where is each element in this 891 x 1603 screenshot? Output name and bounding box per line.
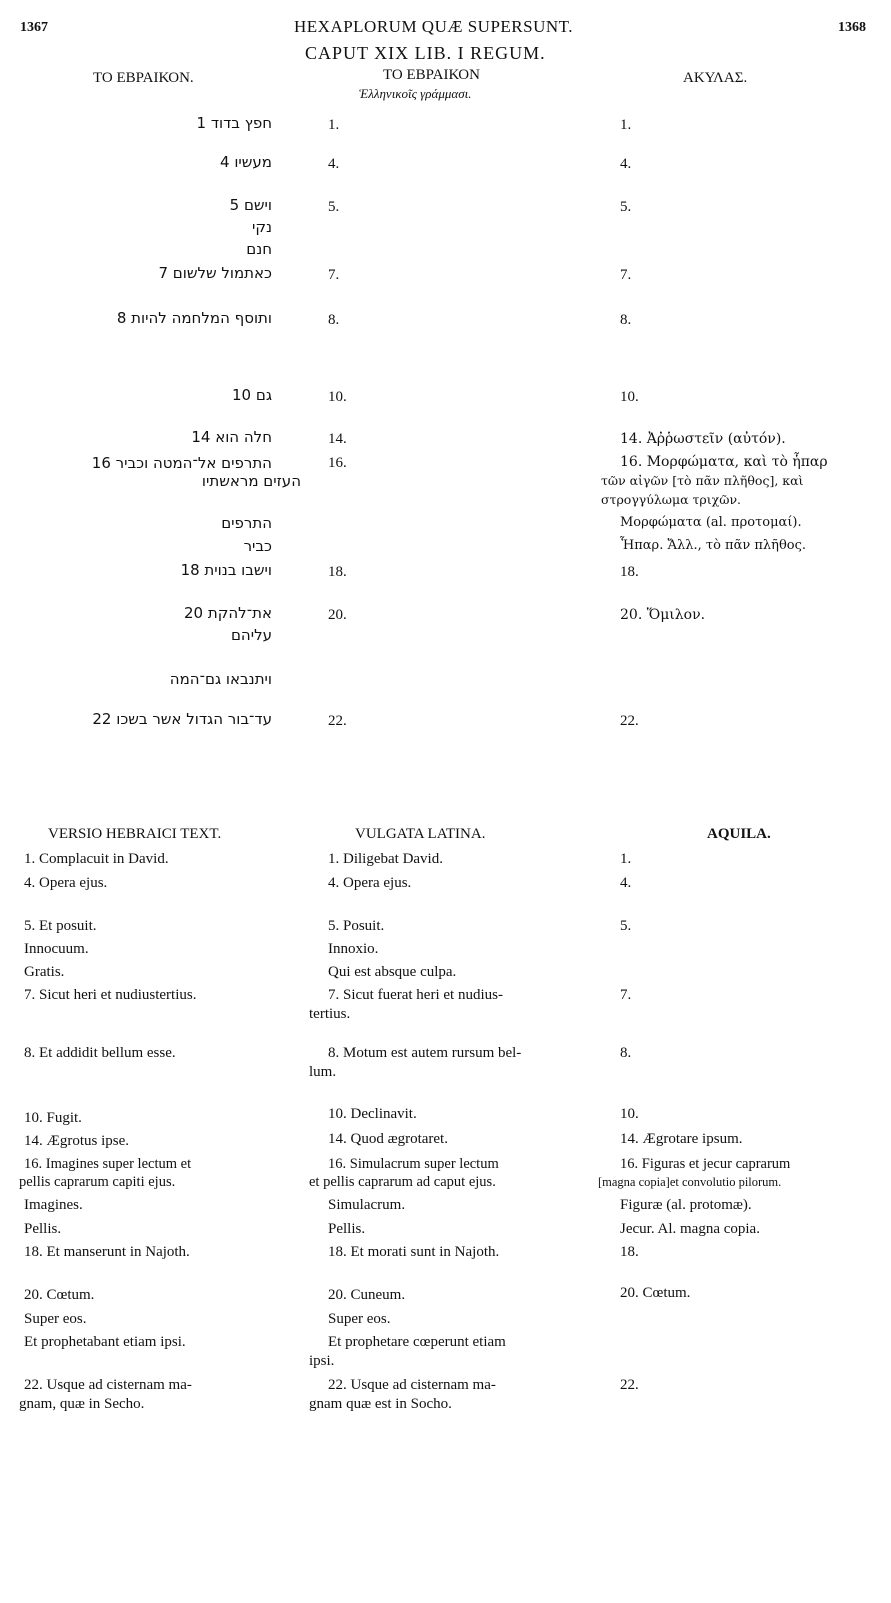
aquila-latin-line: 10. xyxy=(620,1106,639,1122)
hebrew-line: כביר xyxy=(243,537,272,555)
column-header-versio: VERSIO HEBRAICI TEXT. xyxy=(48,826,222,842)
versio-line: 10. Fugit. xyxy=(24,1110,82,1126)
aquila-latin-line: 1. xyxy=(620,851,632,867)
versio-line: 8. Et addidit bellum esse. xyxy=(24,1045,176,1061)
hebrew-line: עליהם xyxy=(230,626,272,644)
aquila-latin-line: 5. xyxy=(620,918,632,934)
versio-line: 20. Cœtum. xyxy=(24,1287,95,1303)
vulgata-line: gnam quæ est in Socho. xyxy=(309,1396,452,1412)
vulgata-line: 8. Motum est autem rursum bel- xyxy=(328,1045,522,1061)
hebrew-line: עד־בור הגדול אשר בשכו 22 xyxy=(92,710,272,728)
aquila-line: 5. xyxy=(620,199,632,215)
versio-line: gnam, quæ in Secho. xyxy=(19,1396,145,1412)
hebrew-line: התרפים אל־המטה וכביר 16 xyxy=(91,454,272,472)
versio-line: Gratis. xyxy=(24,964,65,980)
versio-line: pellis caprarum capiti ejus. xyxy=(19,1174,176,1190)
verse-number: 7. xyxy=(328,267,340,283)
versio-line: 18. Et manserunt in Najoth. xyxy=(24,1244,190,1260)
vulgata-line: ipsi. xyxy=(309,1353,335,1369)
versio-line: 1. Complacuit in David. xyxy=(24,851,169,867)
aquila-latin-line: 8. xyxy=(620,1045,632,1061)
verse-number: 18. xyxy=(328,564,347,580)
versio-line: Et prophetabant etiam ipsi. xyxy=(24,1334,186,1350)
aquila-line: 14. Ἀῤῥωστεῖν (αὐτόν). xyxy=(620,431,786,447)
aquila-line: 18. xyxy=(620,564,639,580)
versio-line: Pellis. xyxy=(24,1221,62,1237)
aquila-line: 10. xyxy=(620,389,639,405)
vulgata-line: 4. Opera ejus. xyxy=(328,875,412,891)
vulgata-line: Pellis. xyxy=(328,1221,366,1237)
vulgata-line: 18. Et morati sunt in Najoth. xyxy=(328,1244,500,1260)
column-header-aquila-latin: AQUILA. xyxy=(707,826,771,842)
column-header-hebrew: ΤΟ ΕΒΡΑΙΚΟΝ. xyxy=(93,70,194,86)
verse-number: 1. xyxy=(328,117,340,133)
hebrew-line: מעשיו 4 xyxy=(220,153,272,171)
vulgata-line: Qui est absque culpa. xyxy=(328,964,457,980)
hebrew-line: את־להקת 20 xyxy=(184,604,272,622)
aquila-latin-line: 7. xyxy=(620,987,632,1003)
versio-line: 5. Et posuit. xyxy=(24,918,97,934)
verse-number: 5. xyxy=(328,199,340,215)
hebrew-line: חלה הוא 14 xyxy=(191,428,272,446)
versio-line: Innocuum. xyxy=(24,941,89,957)
vulgata-line: 10. Declinavit. xyxy=(328,1106,417,1122)
vulgata-line: tertius. xyxy=(309,1006,351,1022)
hebrew-line: כאתמול שלשום 7 xyxy=(158,264,272,282)
column-header-vulgata: VULGATA LATINA. xyxy=(355,826,486,842)
hebrew-line: ויתנבאו גם־המה xyxy=(169,670,272,688)
hebrew-line: וישם 5 xyxy=(229,196,272,214)
aquila-line: Μορφώματα (al. προτομαί). xyxy=(620,515,802,530)
chapter-subtitle: CAPUT XIX LIB. I REGUM. xyxy=(305,43,546,63)
aquila-latin-line: [magna copia]et convolutio pilorum. xyxy=(598,1175,782,1189)
versio-line: 7. Sicut heri et nudiustertius. xyxy=(24,987,197,1003)
aquila-line: 4. xyxy=(620,156,632,172)
versio-line: 4. Opera ejus. xyxy=(24,875,108,891)
hebrew-line: חפץ בדוד 1 xyxy=(196,114,272,132)
aquila-latin-line: Jecur. Al. magna copia. xyxy=(620,1221,760,1237)
vulgata-line: 16. Simulacrum super lectum xyxy=(328,1156,499,1172)
hebrew-line: העזים מראשתיו xyxy=(201,472,301,490)
verse-number: 10. xyxy=(328,389,347,405)
hebrew-line: נקי xyxy=(251,218,272,236)
verse-number: 14. xyxy=(328,431,347,447)
vulgata-line: 20. Cuneum. xyxy=(328,1287,406,1303)
verse-number: 4. xyxy=(328,156,340,172)
vulgata-line: 7. Sicut fuerat heri et nudius- xyxy=(328,987,503,1003)
vulgata-line: 22. Usque ad cisternam ma- xyxy=(328,1377,496,1393)
aquila-line: τῶν αἰγῶν [τὸ πᾶν πλῆθος], καὶ xyxy=(601,473,804,488)
verse-number: 16. xyxy=(328,455,347,471)
aquila-latin-line: 4. xyxy=(620,875,632,891)
aquila-line: Ἧπαρ. Ἄλλ., τὸ πᾶν πλῆθος. xyxy=(620,538,807,553)
aquila-line: 1. xyxy=(620,117,632,133)
hebrew-line: ותוסף המלחמה להיות 8 xyxy=(116,309,272,327)
aquila-latin-line: 16. Figuras et jecur caprarum xyxy=(620,1156,791,1172)
versio-line: 14. Ægrotus ipse. xyxy=(24,1133,129,1149)
vulgata-line: lum. xyxy=(309,1064,337,1080)
aquila-line: στρογγύλωμα τριχῶν. xyxy=(601,492,742,507)
vulgata-line: 14. Quod ægrotaret. xyxy=(328,1131,448,1147)
vulgata-line: 5. Posuit. xyxy=(328,918,385,934)
vulgata-line: Super eos. xyxy=(328,1311,391,1327)
aquila-latin-line: Figuræ (al. protomæ). xyxy=(620,1197,752,1213)
verse-number: 20. xyxy=(328,607,347,623)
vulgata-line: Simulacrum. xyxy=(328,1197,406,1213)
vulgata-line: Innoxio. xyxy=(328,941,379,957)
page-number-right: 1368 xyxy=(838,20,866,35)
aquila-line: 22. xyxy=(620,713,639,729)
versio-line: 16. Imagines super lectum et xyxy=(24,1156,192,1172)
aquila-line: 16. Μορφώματα, καὶ τὸ ἧπαρ xyxy=(620,454,828,470)
aquila-latin-line: 22. xyxy=(620,1377,639,1393)
vulgata-line: Et prophetare cœperunt etiam xyxy=(328,1334,506,1350)
hebrew-line: חנם xyxy=(246,240,272,258)
verse-number: 8. xyxy=(328,312,340,328)
column-header-aquila-greek: ΑΚΥΛΑΣ. xyxy=(683,70,748,86)
hebrew-line: גם 10 xyxy=(232,386,272,404)
hebrew-line: התרפים xyxy=(221,514,272,532)
verse-number: 22. xyxy=(328,713,347,729)
page-title: HEXAPLORUM QUÆ SUPERSUNT. xyxy=(294,17,574,36)
vulgata-line: et pellis caprarum ad caput ejus. xyxy=(309,1174,496,1190)
vulgata-line: 1. Diligebat David. xyxy=(328,851,443,867)
aquila-line: 8. xyxy=(620,312,632,328)
aquila-latin-line: 14. Ægrotare ipsum. xyxy=(620,1131,743,1147)
versio-line: Super eos. xyxy=(24,1311,87,1327)
aquila-latin-line: 20. Cœtum. xyxy=(620,1285,691,1301)
versio-line: 22. Usque ad cisternam ma- xyxy=(24,1377,192,1393)
page-number-left: 1367 xyxy=(20,20,48,35)
column-header-translit: ΤΟ ΕΒΡΑΙΚΟΝ xyxy=(383,67,480,83)
aquila-line: 20. Ὅμιλον. xyxy=(620,607,706,623)
aquila-latin-line: 18. xyxy=(620,1244,639,1260)
column-subheader-translit: Ἑλληνικοῖς γράμμασι. xyxy=(359,86,472,101)
hebrew-line: וישבו בנוית 18 xyxy=(180,561,272,579)
versio-line: Imagines. xyxy=(24,1197,83,1213)
aquila-line: 7. xyxy=(620,267,632,283)
